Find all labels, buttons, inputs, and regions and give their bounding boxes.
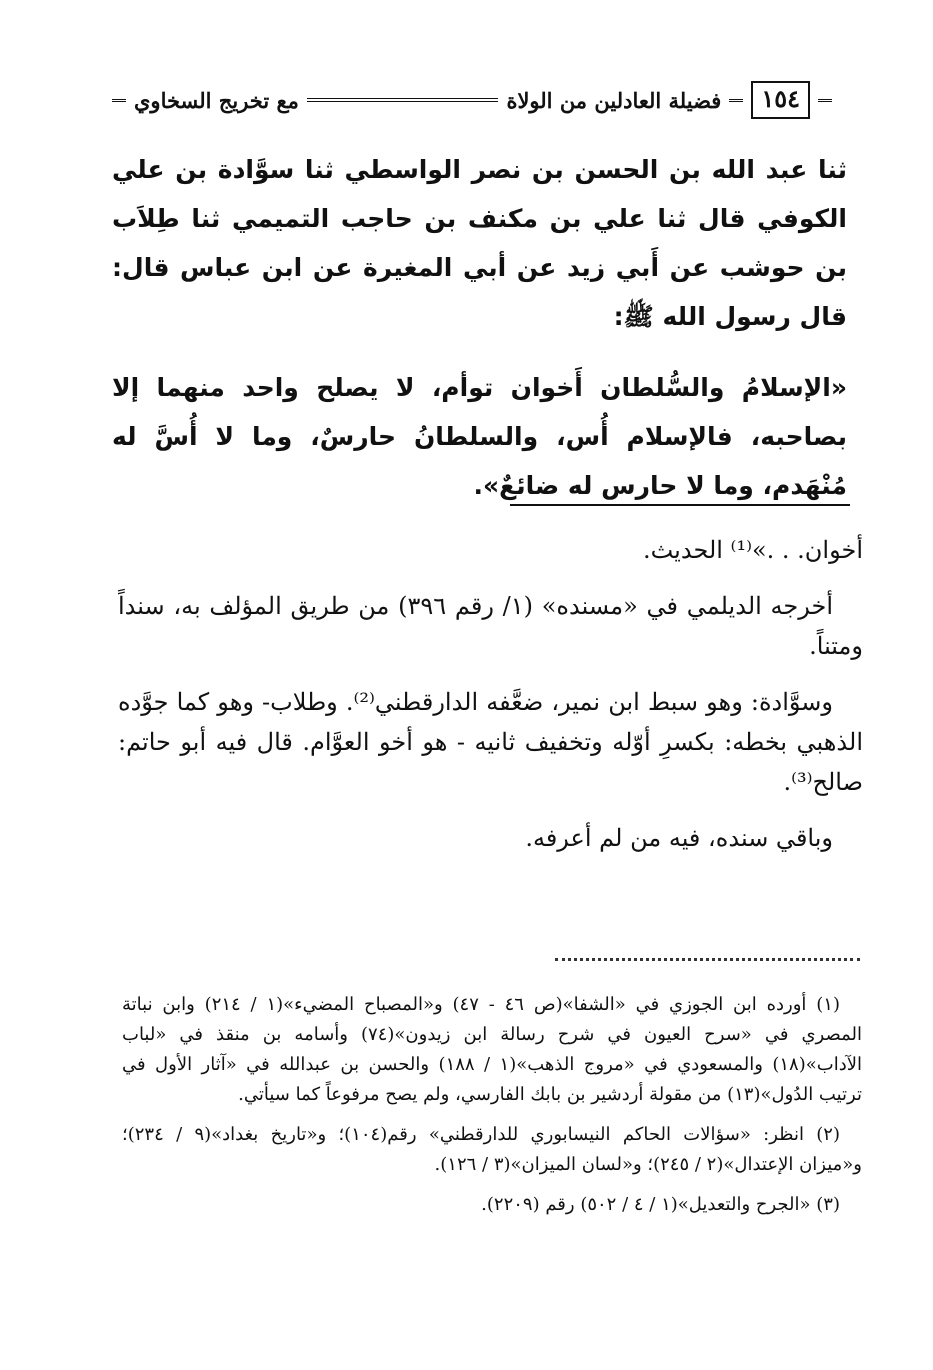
commentary-paragraph: وسوَّادة: وهو سبط ابن نمير، ضعَّفه الدارقطني⁽²⁾. وطلاب- وهو كما جوَّده الذهبي بخطه: بكسرِ أوّله وتخفيف ثانيه - هو أخو العوَّام. قال فيه أبو حاتم: صالح⁽³⁾. [118,688,863,796]
page-number: ١٥٤ [751,81,810,119]
running-header [112,80,832,120]
commentary-heading: أخوان. . .»⁽¹⁾ الحديث. [642,536,863,564]
matn-paragraph: «الإسلامُ والسُّلطان أَخوان توأم، لا يصلح واحد منهما إلا بصاحبه، فالإسلام أُس، والسلطانُ حارسٌ، وما لا أُسَّ له مُنْهَدم، وما لا حارس له ضائعٌ». [112,373,847,500]
footnotes-block [122,990,862,1230]
section-divider [510,504,850,506]
commentary-paragraph: وباقي سنده، فيه من لم أعرفه. [525,824,833,852]
footnote-1: (١) أورده ابن الجوزي في «الشفا»(ص ٤٦ - ٤٧) و«المصباح المضيء»(١ / ٢١٤) وابن نباتة المصري في «سرح العيون في شرح رسالة ابن زيدون»(٧٤) وأسامه بن منقذ في «لباب الآداب»(١٨) والمسعودي في «مروج الذهب»(١ / ١٨٨) والحسن بن عبدالله في «آثار الأول في ترتيب الدُول»(١٣) من مقولة أردشير بن بابك الفارسي، ولم يصح مرفوعاً كما سيأتي. [122,994,862,1105]
commentary-block [118,530,863,874]
footnote-2: (٢) انظر: «سؤالات الحاكم النيسابوري للدارقطني» رقم(١٠٤)؛ و«تاريخ بغداد»(٩ / ٢٣٤)؛ و«ميزان الإعتدال»(٢ / ٢٤٥)؛ و«لسان الميزان»(٣ / ١٢٦). [122,1124,862,1175]
book-subtitle: مع تخريج السخاوي [134,87,299,113]
book-title: فضيلة العادلين من الولاة [506,87,722,113]
header-ornament-left [112,99,126,102]
isnad-paragraph: ثنا عبد الله بن الحسن بن نصر الواسطي ثنا سوَّادة بن علي الكوفي قال ثنا علي بن مكنف بن حاجب التميمي ثنا طِلاَب بن حوشب عن أَبي زيد عن أبي المغيرة عن ابن عباس قال: قال رسول الله ﷺ: [112,155,847,331]
header-ornament-right [818,99,832,102]
commentary-paragraph: أخرجه الديلمي في «مسنده» (١/ رقم ٣٩٦) من طريق المؤلف به، سنداً ومتناً. [118,592,863,660]
footnote-3: (٣) «الجرح والتعديل»(١ / ٤ / ٥٠٢) رقم (٢٢٠٩). [481,1194,840,1215]
header-ornament-mid [729,99,743,102]
header-rule [307,98,499,102]
footnote-separator [555,958,860,961]
hadith-text [112,145,847,532]
